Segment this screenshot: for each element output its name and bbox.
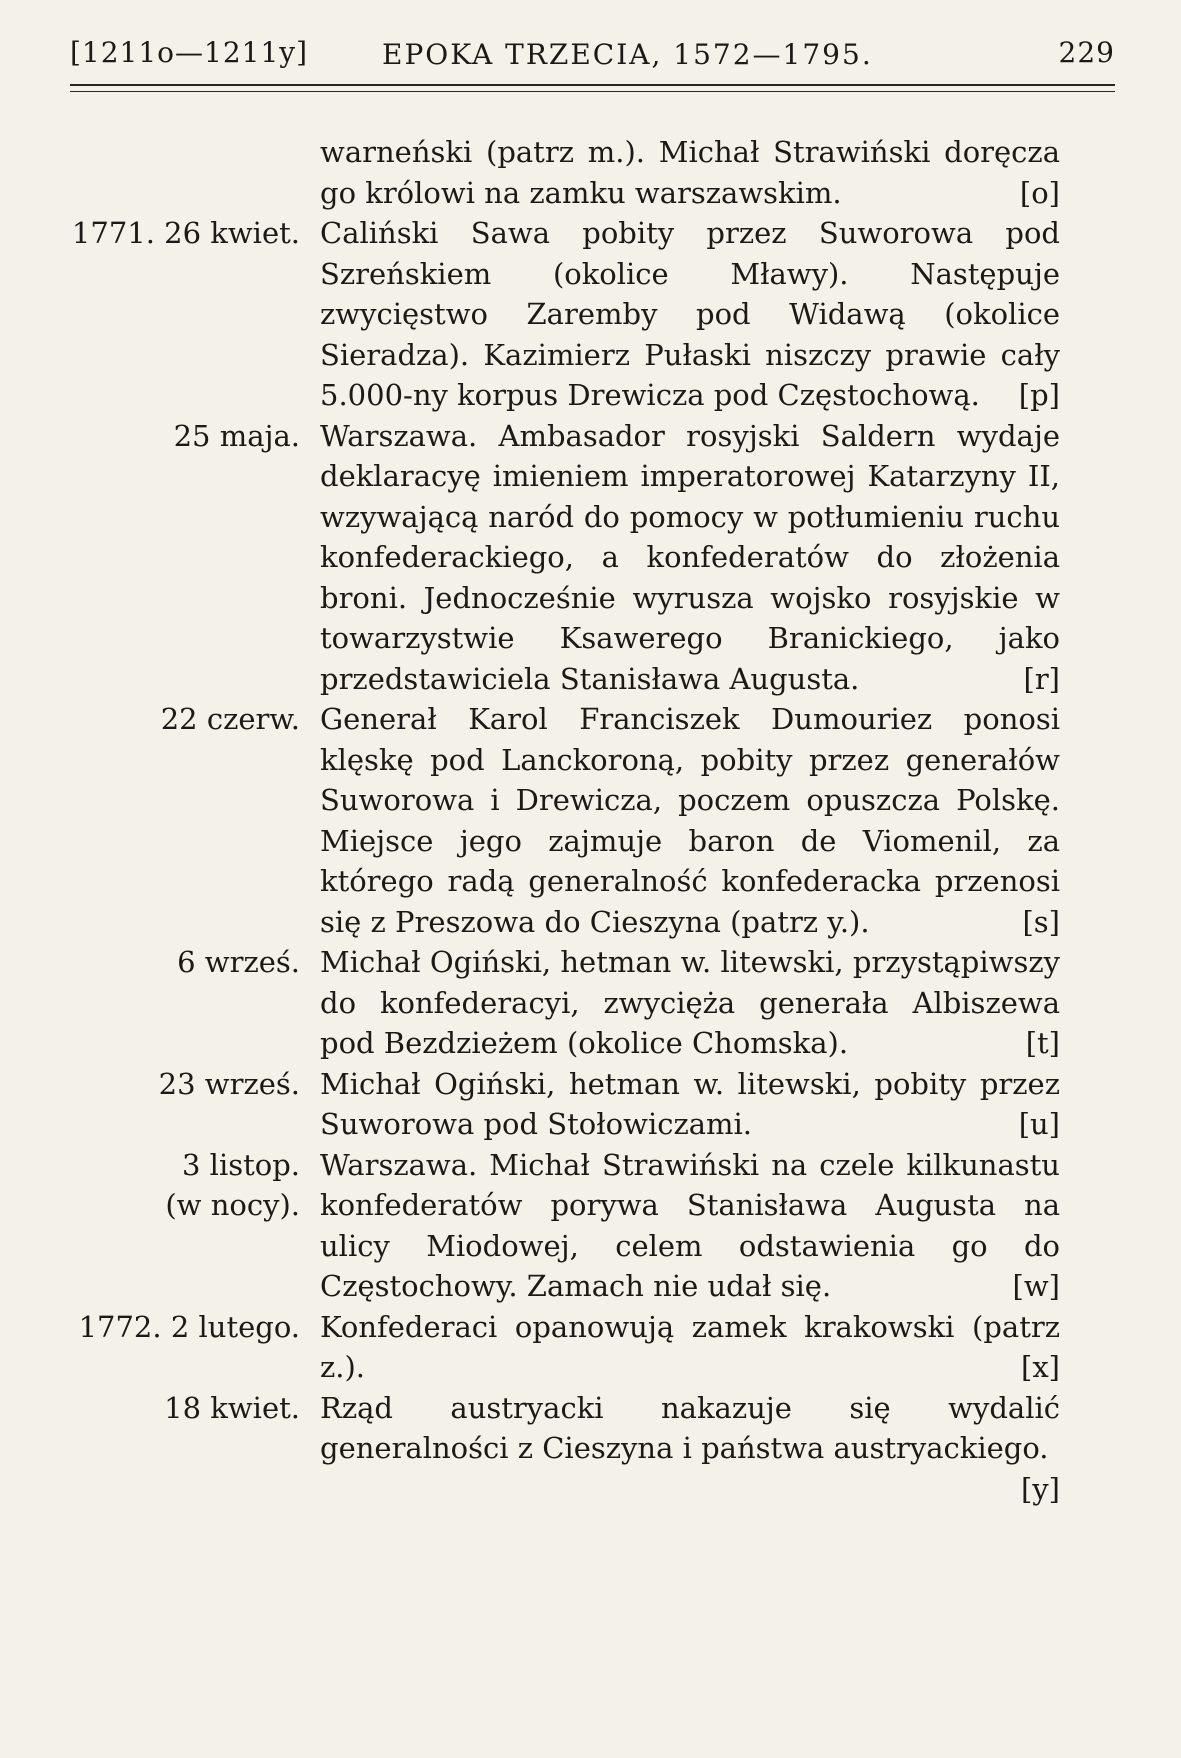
entry-date-line: 3 listop. xyxy=(182,1147,300,1182)
chapter-title: EPOKA TRZECIA, 1572—1795. xyxy=(382,38,873,71)
entry-date xyxy=(50,132,320,213)
entry-body: Warszawa. Ambasador rosyjski Saldern wydaje deklaracyę imieniem imperatorowej Katarzyny II, wzywającą naród do pomocy w potłumieniu ruchu konfederackiego, a konfederatów do złożenia broni. Jednocześnie wyrusza wojsko rosyjskie w towarzystwie Ksawerego Branickiego, jako przedstawiciela Stanisława Augusta. xyxy=(320,418,1060,696)
entry-ref: [r] xyxy=(1023,661,1060,696)
chronology-entry xyxy=(50,699,1120,942)
entry-date-line: 25 maja. xyxy=(173,418,300,453)
entry-date xyxy=(50,1307,320,1388)
entry-body: Michał Ogiński, hetman w. litewski, przystąpiwszy do konfederacyi, zwycięża generała Albiszewa pod Bezdzieżem (okolice Chomska). xyxy=(320,945,1060,1060)
entry-date-line: 23 wrześ. xyxy=(158,1066,300,1101)
chronology-entry xyxy=(50,1388,1120,1510)
entry-date xyxy=(50,416,320,700)
entry-date xyxy=(50,699,320,942)
chronology-entry xyxy=(50,213,1120,416)
entry-body: Michał Ogiński, hetman w. litewski, pobity przez Suworowa pod Stołowiczami. xyxy=(320,1066,1060,1141)
entry-date-line: 18 kwiet. xyxy=(164,1390,300,1425)
entry-ref: [y] xyxy=(1020,1471,1060,1506)
entry-body: warneński (patrz m.). Michał Strawiński doręcza go królowi na zamku warszawskim. xyxy=(320,135,1060,210)
chronology-entry xyxy=(50,1307,1120,1388)
entry-date-line: 1771. 26 kwiet. xyxy=(71,216,300,250)
chronology-entry xyxy=(50,416,1120,700)
entry-date xyxy=(50,213,320,416)
chronology-entry xyxy=(50,1064,1120,1145)
header-rule-thin xyxy=(70,91,1115,92)
entry-text xyxy=(320,1388,1060,1510)
entry-date xyxy=(50,1145,320,1307)
entry-body: Generał Karol Franciszek Dumouriez ponosi klęskę pod Lanckoroną, pobity przez generałów Suworowa i Drewicza, poczem opuszcza Polskę. Miejsce jego zajmuje baron de Viomenil, za którego radą generalność konfederacka przenosi się z Preszowa do Cieszyna (patrz y.). xyxy=(320,702,1060,939)
entry-range: [1211o—1211y] xyxy=(70,36,309,69)
entry-text xyxy=(320,1307,1060,1388)
entry-date-line: 22 czerw. xyxy=(160,702,300,736)
entry-text xyxy=(320,1145,1060,1307)
entry-body: Warszawa. Michał Strawiński na czele kilkunastu konfederatów porywa Stanisława Augusta na ulicy Miodowej, celem odstawienia go do Częstochowy. Zamach nie udał się. xyxy=(320,1147,1060,1303)
entry-text xyxy=(320,942,1060,1064)
entry-ref: [w] xyxy=(1012,1269,1060,1303)
chronology-entry xyxy=(50,942,1120,1064)
chronology-entry xyxy=(50,132,1120,213)
entry-date-line xyxy=(50,132,300,173)
header-rule xyxy=(70,84,1115,86)
entry-ref: [u] xyxy=(1018,1107,1060,1141)
entry-text xyxy=(320,213,1060,416)
entry-date-line: 1772. 2 lutego. xyxy=(78,1309,300,1344)
entry-ref: [o] xyxy=(1019,175,1060,210)
page-number: 229 xyxy=(1058,36,1115,69)
entry-ref: [s] xyxy=(1022,904,1060,939)
running-header xyxy=(70,36,1115,80)
entry-text xyxy=(320,699,1060,942)
entry-date xyxy=(50,942,320,1064)
chronology-entry xyxy=(50,1145,1120,1307)
entry-text xyxy=(320,132,1060,213)
entry-body: Caliński Sawa pobity przez Suworowa pod Szreńskiem (okolice Mławy). Następuje zwycięstwo Zaremby pod Widawą (okolice Sieradza). Kazimierz Pułaski niszczy prawie cały 5.000-ny korpus Drewicza pod Częstochową. xyxy=(320,216,1060,412)
entry-date xyxy=(50,1064,320,1145)
entry-ref: [t] xyxy=(1025,1026,1060,1060)
entry-text xyxy=(320,1064,1060,1145)
entry-text xyxy=(320,416,1060,700)
chronology-list xyxy=(50,132,1120,1509)
entry-ref: [x] xyxy=(1021,1350,1060,1384)
entry-body: Rząd austryacki nakazuje się wydalić generalności z Cieszyna i państwa austryackiego. xyxy=(320,1390,1060,1465)
entry-date xyxy=(50,1388,320,1510)
entry-body: Konfederaci opanowują zamek krakowski (patrz z.). xyxy=(320,1309,1060,1384)
entry-date-line: (w nocy). xyxy=(165,1188,300,1222)
entry-ref: [p] xyxy=(1018,378,1060,412)
entry-date-line: 6 wrześ. xyxy=(177,945,300,979)
